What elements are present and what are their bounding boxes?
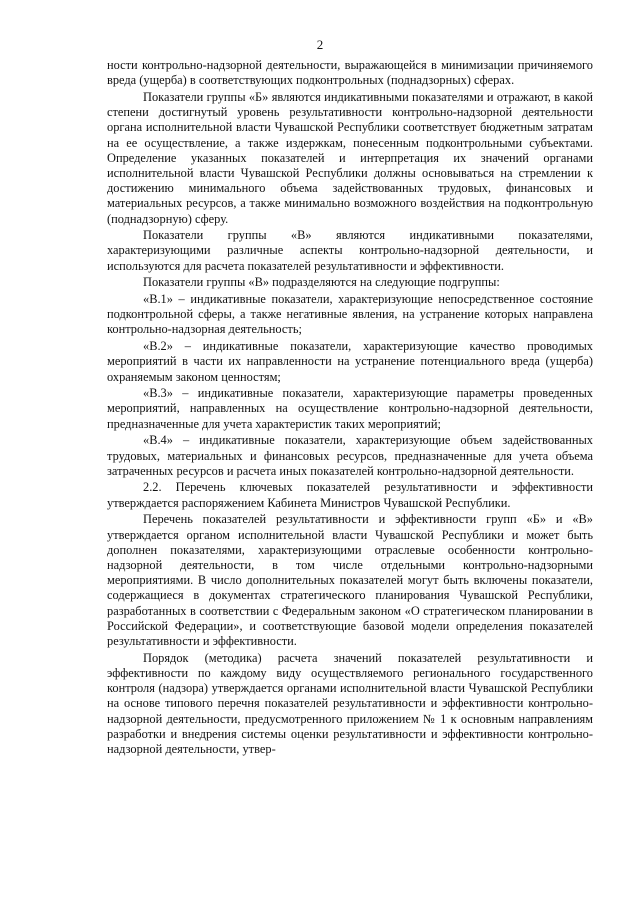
- paragraph-continuation: ности контрольно-надзорной деятельности, выражающейся в минимизации причиняемого вреда (ущерба) в соответствующих подконтрольных (поднадзорных) сферах.: [107, 58, 593, 88]
- paragraph-group-b: Показатели группы «Б» являются индикативными показателями и отражают, в какой степени достигнутый уровень результативности контрольно-надзорной деятельности органа исполнительной власти Чувашской Республики соответствует бюджетным затратам на ее осуществление, а также издержкам, понесенным подконтрольными субъектами. Определение указанных показателей и интерпретация их значений органами исполнительной власти Чувашской Республики должны основываться на стремлении к достижению минимального объема задействованных трудовых, финансовых и материальных ресурсов, а также минимально возможного воздействия на подконтрольную (поднадзорную) сферу.: [107, 89, 593, 226]
- paragraph-subgroup-v3: «В.3» – индикативные показатели, характеризующие параметры проведенных мероприятий, направленных на осуществление контрольно-надзорной деятельности, предназначенные для учета характеристик таких мероприятий;: [107, 386, 593, 431]
- paragraph-group-v: Показатели группы «В» являются индикативными показателями, характеризующими различные аспекты контрольно-надзорной деятельности, и используются для расчета показателей результативности и эффективности.: [107, 228, 593, 273]
- paragraph-list-approval: Перечень показателей результативности и эффективности групп «Б» и «В» утверждается органом исполнительной власти Чувашской Республики и может быть дополнен показателями, характеризующими отраслевые особенности контрольно-надзорной деятельности, в том числе отдельными контрольно-надзорными мероприятиями. В число дополнительных показателей могут быть включены показатели, содержащиеся в документах стратегического планирования Чувашской Республики, разработанных в соответствии с Федеральным законом «О стратегическом планировании в Российской Федерации», и соответствующие базовой модели определения показателей результативности и эффективности.: [107, 512, 593, 649]
- paragraph-subgroup-v2: «В.2» – индикативные показатели, характеризующие качество проводимых мероприятий в части их направленности на устранение потенциального вреда (ущерба) охраняемым законом ценностям;: [107, 339, 593, 384]
- paragraph-methodology: Порядок (методика) расчета значений показателей результативности и эффективности по каждому виду осуществляемого регионального государственного контроля (надзора) утверждается органами исполнительной власти Чувашской Республики на основе типового перечня показателей результативности и эффективности контрольно-надзорной деятельности, предусмотренного приложением № 1 к основным направлениям разработки и внедрения системы оценки результативности и эффективности контрольно-надзорной деятельности, утвер-: [107, 650, 593, 756]
- paragraph-subgroup-v1: «В.1» – индикативные показатели, характеризующие непосредственное состояние подконтрольной сферы, а также негативные явления, на устранение которых направлена контрольно-надзорная деятельность;: [107, 292, 593, 337]
- paragraph-subgroups-intro: Показатели группы «В» подразделяются на следующие подгруппы:: [143, 275, 500, 290]
- page-number: 2: [316, 37, 324, 52]
- document-body: [107, 58, 593, 759]
- paragraph-subgroup-v4: «В.4» – индикативные показатели, характеризующие объем задействованных трудовых, материальных и финансовых ресурсов, предназначенные для учета объема затраченных ресурсов и расчета иных показателей контрольно-надзорной деятельности.: [107, 433, 593, 478]
- paragraph-section-2-2: 2.2. Перечень ключевых показателей результативности и эффективности утверждается распоряжением Кабинета Министров Чувашской Республики.: [107, 480, 593, 510]
